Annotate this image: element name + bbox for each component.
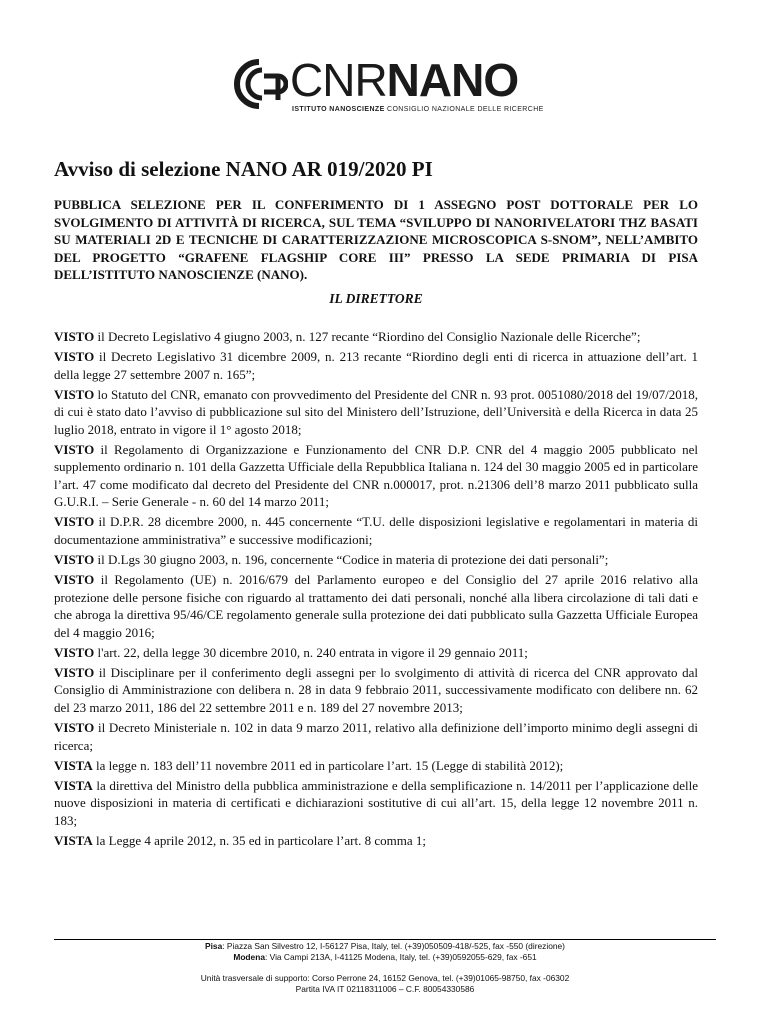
paragraph-keyword: VISTO — [54, 552, 95, 568]
logo-subtitle-bold: ISTITUTO NANOSCIENZE — [292, 106, 385, 113]
visto-paragraph — [54, 644, 698, 662]
visto-paragraph — [54, 832, 698, 850]
paragraph-keyword: VISTO — [54, 572, 95, 588]
document-body — [54, 156, 698, 852]
visto-paragraph — [54, 719, 698, 754]
visto-paragraph — [54, 348, 698, 383]
footer-modena — [54, 952, 716, 963]
logo-word-cnr: CNR — [290, 54, 387, 106]
paragraph-text: la direttiva del Ministro della pubblica amministrazione e della semplificazione n. 14/2011 per l’applicazione delle nuove disposizioni in materia di certificati e dichiarazioni sostitutive di cui all’art. 15, della legge 12 novembre 2011 n. 183; — [54, 777, 698, 828]
logo-word-nano: NANO — [386, 54, 519, 106]
director-heading: IL DIRETTORE — [329, 290, 423, 306]
document-subject: PUBBLICA SELEZIONE PER IL CONFERIMENTO DI 1 ASSEGNO POST DOTTORALE PER LO SVOLGIMENTO DI ATTIVITÀ DI RICERCA, SUL TEMA “SVILUPPO DI NANORIVELATORI THZ BASATI SU MATERIALI 2D E TECNICHE DI CARATTERIZZAZIONE MICROSCOPICA S-SNOM”, NELL’AMBITO DEL PROGETTO “GRAFENE FLAGSHIP CORE III” PRESSO LA SEDE PRIMARIA DI PISA DELL’ISTITUTO NANOSCIENZE (NANO). — [54, 197, 698, 283]
paragraph-text: lo Statuto del CNR, emanato con provvedimento del Presidente del CNR n. 93 prot. 0051080/2018 del 19/07/2018, di cui è stato dato l’avviso di pubblicazione sul sito del Ministero dell’Istruzione, dell’Università e della Ricerca in data 25 luglio 2018, entrato in vigore il 1° agosto 2018; — [54, 386, 698, 437]
paragraph-keyword: VISTO — [54, 386, 95, 402]
paragraph-text: il Disciplinare per il conferimento degli assegni per lo svolgimento di attività di ricerca del CNR approvato dal Consiglio di Amministrazione con delibera n. 28 in data 9 febbraio 2011, successivamente modificato con delibere nn. 62 del 23 marzo 2011, 186 del 22 settembre 2011 e n. 189 del 27 novembre 2013; — [54, 664, 698, 715]
footer-pisa-label: Pisa — [205, 941, 223, 951]
logo-subtitle-light: CONSIGLIO NAZIONALE DELLE RICERCHE — [384, 106, 544, 113]
footer-pisa — [54, 941, 716, 952]
paragraph-text: il Decreto Ministeriale n. 102 in data 9 marzo 2011, relativo alla definizione dell’importo minimo degli assegni di ricerca; — [54, 719, 698, 753]
footer-modena-label: Modena — [233, 952, 265, 962]
cnr-swirl-logo-icon — [226, 56, 288, 112]
paragraph-keyword: VISTO — [54, 348, 95, 364]
paragraph-text: il Decreto Legislativo 31 dicembre 2009, n. 213 recante “Riordino degli enti di ricerca in attuazione dell’art. 1 della legge 27 settembre 2007 n. 165”; — [54, 348, 698, 382]
visto-paragraph — [54, 664, 698, 717]
footer-divider — [54, 939, 716, 940]
paragraph-text: il D.P.R. 28 dicembre 2000, n. 445 concernente “T.U. delle disposizioni legislative e regolamentari in materia di documentazione amministrativa” e successive modificazioni; — [54, 514, 698, 548]
paragraph-text: l'art. 22, della legge 30 dicembre 2010, n. 240 entrata in vigore il 29 gennaio 2011; — [94, 644, 528, 660]
paragraph-keyword: VISTO — [54, 664, 95, 680]
paragraph-list — [54, 328, 698, 849]
paragraph-keyword: VISTA — [54, 757, 93, 773]
page-footer — [54, 941, 716, 995]
paragraph-text: la Legge 4 aprile 2012, n. 35 ed in particolare l’art. 8 comma 1; — [92, 832, 426, 848]
visto-paragraph — [54, 571, 698, 641]
paragraph-text: il Regolamento di Organizzazione e Funzionamento del CNR D.P. CNR del 4 maggio 2005 pubblicato nel supplemento ordinario n. 101 della Gazzetta Ufficiale della Repubblica Italiana n. 124 del 30 maggio 2005 ed in particolare l’art. 47 come modificato dal decreto del Presidente del CNR n.000017, prot. n.21306 dell’8 marzo 2011 pubblicato sulla G.U.R.I. – Serie Generale - n. 60 del 14 marzo 2011; — [54, 441, 698, 510]
cnr-nano-logo — [226, 52, 544, 122]
paragraph-text: il Regolamento (UE) n. 2016/679 del Parlamento europeo e del Consiglio del 27 aprile 2016 relativo alla protezione delle persone fisiche con riguardo al trattamento dei dati personali, nonché alla libera circolazione di tali dati e che abroga la direttiva 95/46/CE regolamento generale sulla protezione dei dati pubblicato sulla Gazzetta Ufficiale Europea del 4 maggio 2016; — [54, 572, 698, 640]
visto-paragraph — [54, 386, 698, 439]
paragraph-keyword: VISTO — [54, 441, 95, 457]
visto-paragraph — [54, 757, 698, 775]
footer-pisa-text: : Piazza San Silvestro 12, I-56127 Pisa, Italy, tel. (+39)050509-418/-525, fax -550 (direzione) — [222, 941, 565, 951]
paragraph-text: il Decreto Legislativo 4 giugno 2003, n. 127 recante “Riordino del Consiglio Nazionale delle Ricerche”; — [94, 328, 641, 344]
paragraph-keyword: VISTO — [54, 644, 95, 660]
visto-paragraph — [54, 551, 698, 569]
footer-modena-text: : Via Campi 213A, I-41125 Modena, Italy, tel. (+39)0592055-629, fax -651 — [264, 952, 537, 962]
visto-paragraph — [54, 777, 698, 830]
paragraph-text: la legge n. 183 dell’11 novembre 2011 ed in particolare l’art. 15 (Legge di stabilità 2012); — [92, 757, 564, 773]
paragraph-keyword: VISTO — [54, 328, 95, 344]
visto-paragraph — [54, 441, 698, 511]
footer-genova: Unità trasversale di supporto: Corso Perrone 24, 16152 Genova, tel. (+39)01065-98750, fax -06302 — [200, 973, 570, 983]
logo-subtitle — [292, 106, 544, 113]
paragraph-keyword: VISTA — [54, 832, 93, 848]
footer-vat: Partita IVA IT 02118311006 – C.F. 80054330586 — [295, 984, 475, 994]
paragraph-keyword: VISTO — [54, 719, 95, 735]
paragraph-text: il D.Lgs 30 giugno 2003, n. 196, concernente “Codice in materia di protezione dei dati personali”; — [94, 552, 609, 568]
visto-paragraph — [54, 513, 698, 548]
paragraph-keyword: VISTO — [54, 514, 95, 530]
visto-paragraph — [54, 328, 698, 346]
paragraph-keyword: VISTA — [54, 777, 93, 793]
logo-wordmark — [290, 54, 518, 106]
document-title: Avviso di selezione NANO AR 019/2020 PI — [54, 157, 433, 181]
